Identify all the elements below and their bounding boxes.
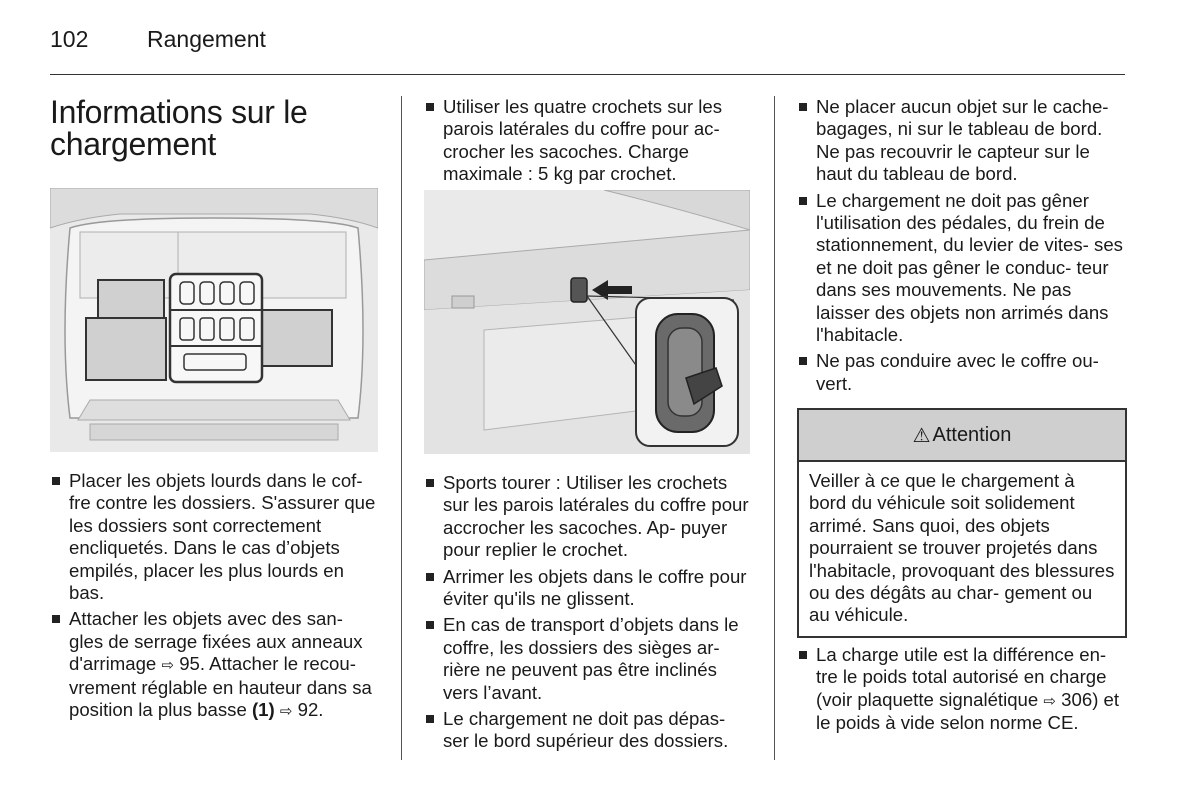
list-item: Le chargement ne doit pas dépas- ser le bord supérieur des dossiers. (424, 708, 754, 753)
warning-title: Attention (932, 423, 1012, 446)
warning-triangle-icon: ⚠ (912, 423, 931, 447)
list-item: Sports tourer : Utiliser les crochets sur les parois latérales du coffre pour accrocher les sacoches. Ap- puyer pour replier le crochet. (424, 472, 754, 562)
list-item: Utiliser les quatre crochets sur les parois latérales du coffre pour ac- crocher les sacoches. Charge maximale : 5 kg par crochet. (424, 96, 754, 186)
column-3-bottom (797, 644, 1127, 739)
list-item: En cas de transport d’objets dans le coffre, les dossiers des sièges ar- rière ne peuvent pas être inclinés vers l’avant. (424, 614, 754, 704)
list-item: Placer les objets lourds dans le cof- fre contre les dossiers. S'assurer que les dossiers sont correctement encliquetés. Dans le cas d’objets empilés, placer les plus lourds en bas. (50, 470, 380, 604)
list-item: Ne pas conduire avec le coffre ou- vert. (797, 350, 1127, 395)
list-item: La charge utile est la différence en- tre le poids total autorisé en charge (voir plaquette signalétique ⇨ 306) et le poids à vide selon norme CE. (797, 644, 1127, 735)
column-divider (401, 96, 402, 760)
warning-header (799, 410, 1125, 462)
column-1-text (50, 470, 380, 726)
page-reference: 92 (297, 699, 319, 721)
bullet-list (424, 96, 754, 186)
column-3 (797, 96, 1127, 399)
section-title: Informations sur le chargement (50, 94, 308, 162)
header-divider (50, 74, 1125, 75)
reference-arrow-icon: ⇨ (1043, 691, 1056, 710)
chapter-title: Rangement (147, 26, 266, 52)
trunk-hook-illustration (424, 190, 750, 454)
list-item: Ne placer aucun objet sur le cache- bagages, ni sur le tableau de bord. Ne pas recouvrir le capteur sur le haut du tableau de bord. (797, 96, 1127, 186)
callout-label: (1) (251, 699, 275, 721)
bullet-list (50, 470, 380, 722)
warning-box (797, 408, 1127, 638)
bullet-list (424, 472, 754, 753)
page-reference: 95 (179, 653, 200, 675)
column-2 (424, 96, 754, 190)
column-2-text (424, 472, 754, 757)
warning-text: Veiller à ce que le chargement à bord du véhicule soit solidement arrimé. Sans quoi, des objets pourraient se trouver projetés dans l'habitacle, provoquant des blessures ou des dégâts au char- gement ou au véhicule. (809, 470, 1115, 626)
column-divider (774, 96, 775, 760)
list-item: Attacher les objets avec des san- gles de serrage fixées aux anneaux d'arrimage ⇨ 95. Attacher le recou- vrement réglable en hauteur dans sa position la plus basse (1) ⇨ 92. (50, 608, 380, 722)
bullet-list (797, 644, 1127, 735)
reference-arrow-icon: ⇨ (279, 702, 293, 721)
trunk-cargo-illustration (50, 188, 378, 452)
page-number: 102 (50, 26, 89, 52)
page-reference: 306 (1061, 688, 1093, 710)
column-1 (50, 96, 380, 160)
list-item: Le chargement ne doit pas gêner l'utilisation des pédales, du frein de stationnement, du levier de vites- ses et ne doit pas gêner le conduc- teur dans ses mouvements. Ne pas laisser des objets non arrimés dans l'habitacle. (797, 190, 1127, 347)
list-item: Arrimer les objets dans le coffre pour éviter qu'ils ne glissent. (424, 566, 754, 611)
reference-arrow-icon: ⇨ (161, 656, 175, 675)
bullet-list (797, 96, 1127, 395)
